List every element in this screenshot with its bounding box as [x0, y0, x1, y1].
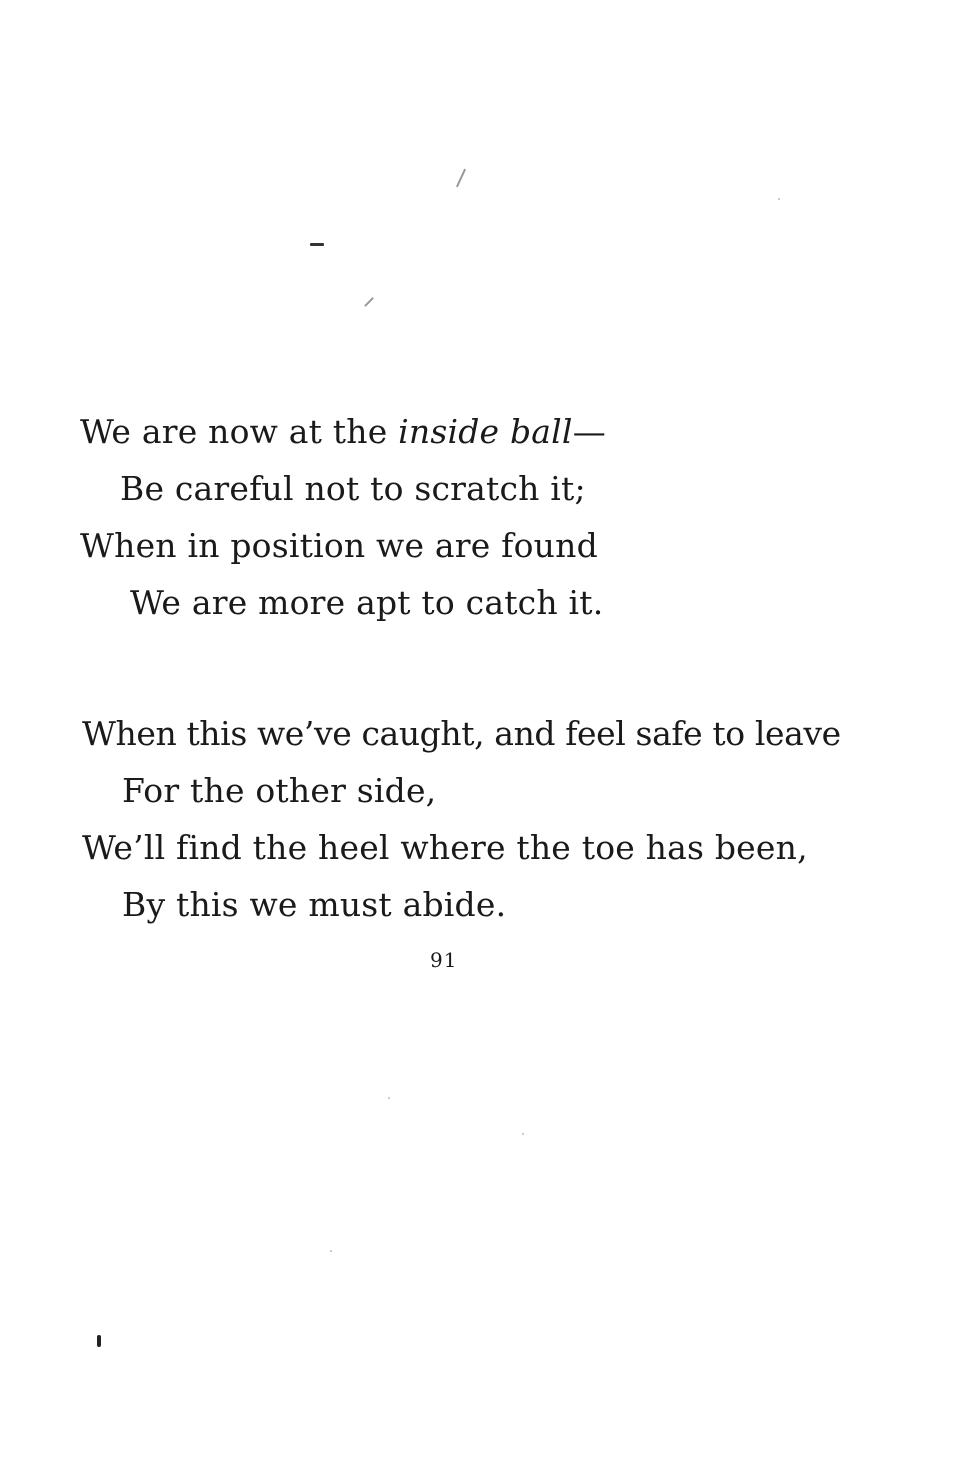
scan-speck	[388, 1097, 390, 1099]
scan-speck	[778, 198, 780, 200]
poem-line: We’ll find the heel where the toe has been,	[82, 828, 808, 867]
poem-line: We are more apt to catch it.	[130, 583, 604, 622]
scan-speck	[97, 1335, 101, 1347]
scan-speck	[364, 297, 374, 307]
poem-line: By this we must abide.	[122, 885, 507, 924]
line-text: We are now at the	[80, 412, 399, 451]
scan-speck	[310, 243, 324, 246]
italic-phrase: inside ball	[398, 412, 573, 451]
poem-line: When in position we are found	[80, 526, 598, 565]
poem-line: Be careful not to scratch it;	[120, 469, 586, 508]
poem-line: When this we’ve caught, and feel safe to leave	[82, 714, 841, 753]
scan-speck	[456, 169, 466, 188]
page-number: 91	[430, 948, 458, 972]
scan-speck	[330, 1250, 332, 1252]
poem-line: For the other side,	[122, 771, 437, 810]
poem-line	[80, 412, 606, 452]
scan-speck	[522, 1133, 524, 1135]
line-dash: —	[572, 412, 606, 451]
